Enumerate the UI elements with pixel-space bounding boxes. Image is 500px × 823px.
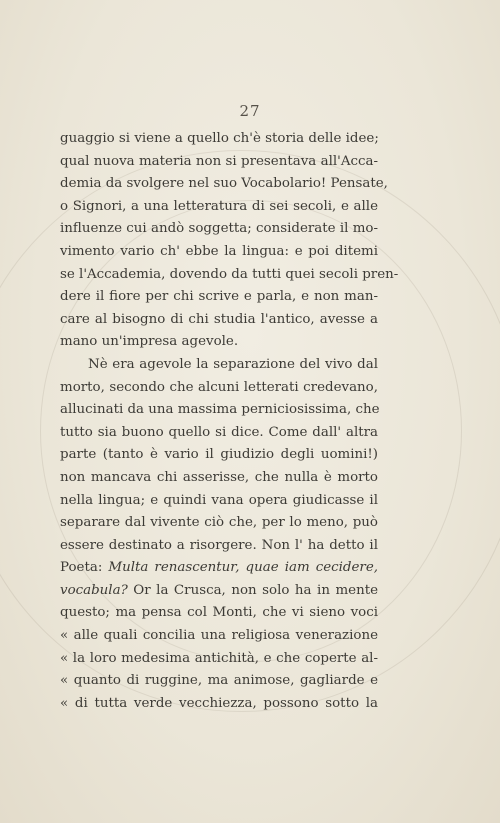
text-line: nella lingua; e quindi vana opera giudicasse il [60,492,378,508]
text-line: parte (tanto è vario il giudizio degli uomini!) [60,447,378,463]
text-line: tutto sia buono quello si dice. Come dall' altra [60,424,378,440]
text-line: influenze cui andò soggetta; considerate il mo- [60,221,378,237]
text-segment: Poeta: [60,560,109,576]
text-line: o Signori, a una letteratura di sei secoli, e alle [60,198,378,214]
text-line: separare dal vivente ciò che, per lo meno, può [60,515,378,531]
body-text [60,128,399,715]
text-line: care al bisogno di chi studia l'antico, avesse a [60,311,378,327]
text-line: qual nuova materia non si presentava all'Acca- [60,153,378,169]
text-line: non mancava chi asserisse, che nulla è morto [60,469,378,485]
text-line: dere il fiore per chi scrive e parla, e non man- [60,289,378,305]
latin-quote: vocabula? [60,582,128,598]
text-line: essere destinato a risorgere. Non l' ha detto il [60,537,378,553]
text-line: mano un'impresa agevole. [60,334,239,350]
text-line: demia da svolgere nel suo Vocabolario! Pensate, [60,176,388,192]
quoted-line: « la loro medesima antichità, e che coperte al- [60,650,378,666]
text-line: questo; ma pensa col Monti, che vi sieno voci [60,605,378,621]
paragraph-start-line: Nè era agevole la separazione del vivo dal [88,356,378,372]
quoted-line: « quanto di ruggine, ma animose, gagliarde e [60,673,378,689]
text-line: vimento vario ch' ebbe la lingua: e poi ditemi [60,243,378,259]
text-segment: Or la Crusca, non solo ha in mente [127,582,378,598]
quoted-line: « di tutta verde vecchiezza, possono sotto la [60,695,378,711]
latin-quote: Multa renascentur, quae iam cecidere, [108,560,378,576]
text-line: morto, secondo che alcuni letterati credevano, [60,379,378,395]
text-line: guaggio si viene a quello ch'è storia delle idee; [60,131,379,146]
page-number: 27 [239,102,261,120]
text-line-mixed [60,557,378,580]
text-line: se l'Accademia, dovendo da tutti quei secoli pren- [60,266,399,282]
text-line-mixed [60,580,378,603]
text-line: allucinati da una massima perniciosissima, che [60,402,380,418]
quoted-line: « alle quali concilia una religiosa venerazione [60,628,378,644]
